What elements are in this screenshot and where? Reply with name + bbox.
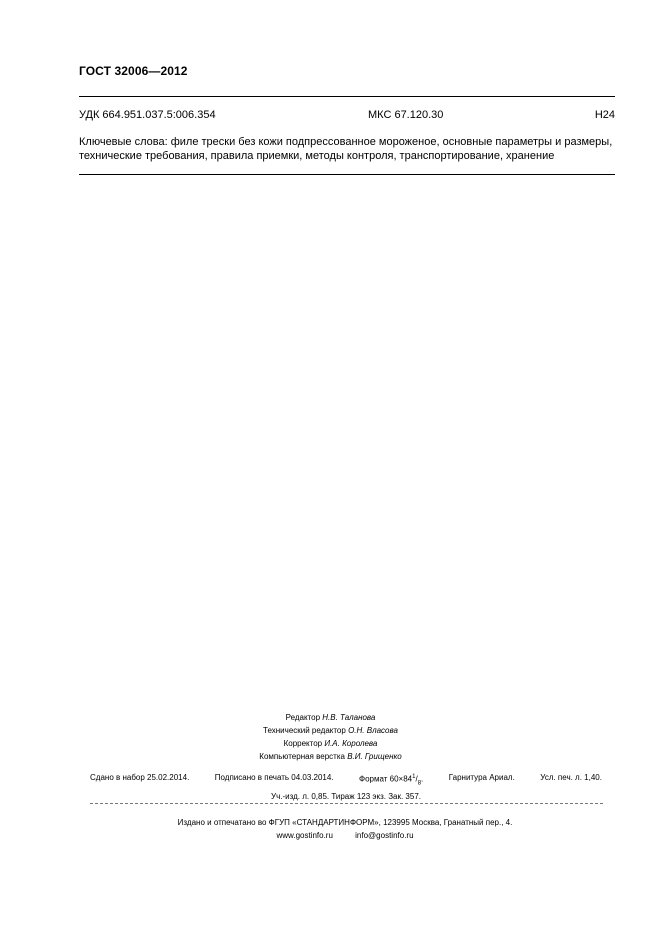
print-info-row-1 — [90, 771, 602, 790]
publisher-block — [0, 816, 661, 842]
keywords-line-1: Ключевые слова: филе трески без кожи подпрессованное мороженое, основные параметры и размеры, — [79, 136, 613, 148]
typeface: Гарнитура Ариал. — [448, 773, 515, 782]
credit-layout: Компьютерная верстка В.И. Грищенко — [259, 752, 402, 761]
publisher-address: Издано и отпечатано во ФГУП «СТАНДАРТИНФОРМ», 123995 Москва, Гранатный пер., 4. — [177, 818, 513, 827]
classification-row — [79, 109, 615, 123]
print-info — [90, 771, 602, 803]
credit-proofreader: Корректор И.А. Королева — [283, 739, 378, 748]
publisher-links — [0, 829, 661, 842]
publisher-email[interactable]: info@gostinfo.ru — [355, 831, 414, 840]
signed-date: Подписано в печать 04.03.2014. — [214, 773, 334, 782]
group-code: Н24 — [594, 109, 615, 121]
footer-divider — [90, 803, 603, 804]
udk-code: УДК 664.951.037.5:006.354 — [79, 109, 216, 121]
credit-editor: Редактор Н.В. Таланова — [285, 713, 376, 722]
standard-title: ГОСТ 32006—2012 — [79, 64, 188, 78]
publisher-website[interactable]: www.gostinfo.ru — [276, 831, 333, 840]
print-sheets: Усл. печ. л. 1,40. — [540, 773, 602, 782]
keywords-line-2: технические требования, правила приемки, методы контроля, транспортирование, хранение — [79, 150, 555, 162]
sent-date: Сдано в набор 25.02.2014. — [90, 773, 190, 782]
mks-code: МКС 67.120.30 — [368, 109, 444, 121]
credit-tech-editor: Технический редактор О.Н. Власова — [263, 726, 398, 735]
keywords-divider — [79, 174, 615, 175]
top-divider — [79, 96, 615, 97]
print-info-row-2: Уч.-изд. л. 0,85. Тираж 123 экз. Зак. 357. — [271, 792, 421, 802]
paper-format: Формат $60\times 84^1/_8$. — [359, 774, 424, 787]
keywords-block — [79, 135, 619, 163]
credits-block — [0, 711, 661, 763]
